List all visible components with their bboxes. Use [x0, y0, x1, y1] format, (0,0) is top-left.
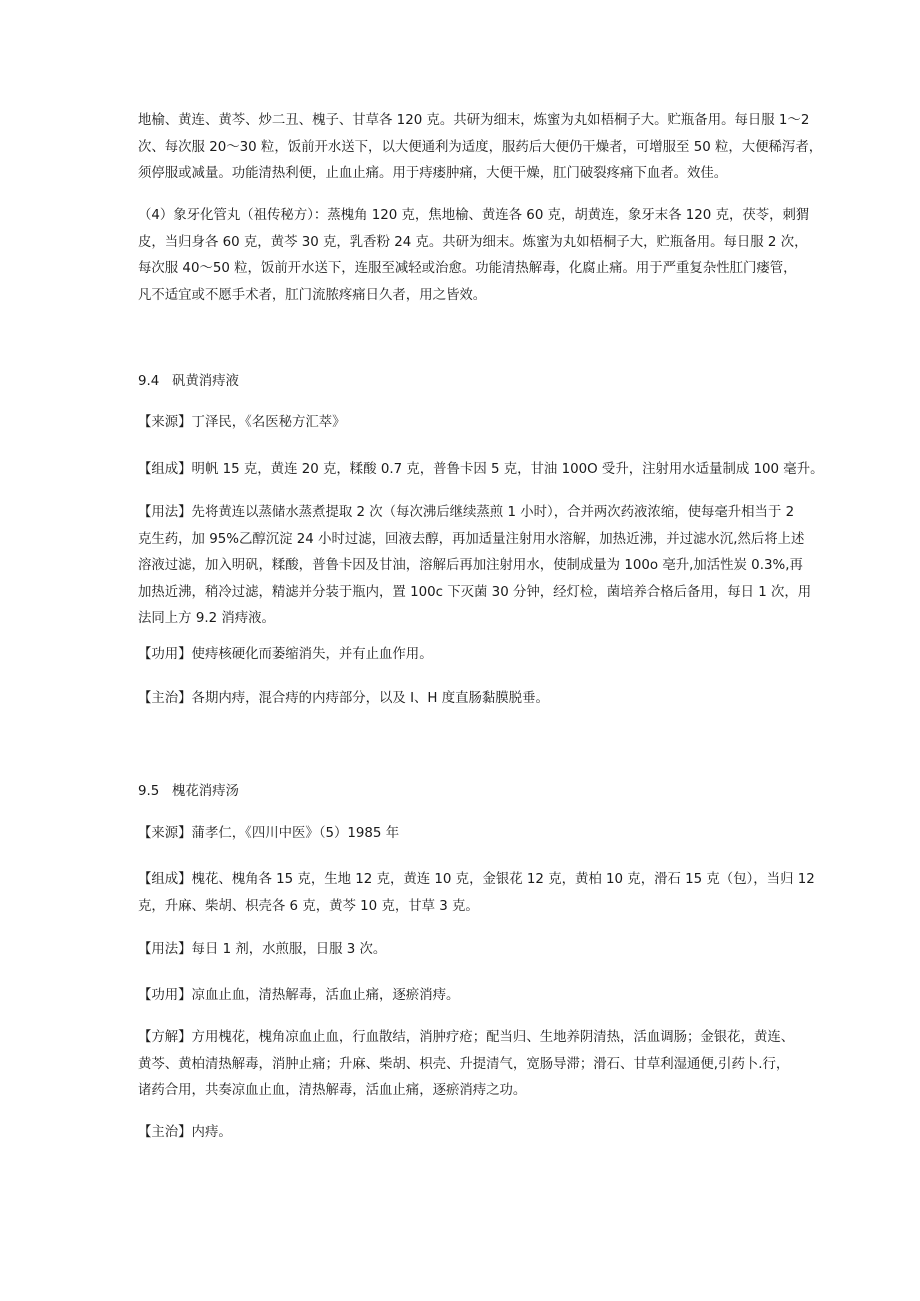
composition-9-4 [138, 457, 824, 484]
source-9-4 [138, 410, 798, 437]
section-title: 矾黄消痔液 [172, 374, 239, 389]
paragraph-ivory-pill [138, 203, 810, 309]
text-line: 【用法】先将黄连以蒸储水蒸煮提取 2 次（每次沸后继续蒸煎 1 小时），合并两次药液浓缩，使每毫升相当于 2 [138, 505, 795, 520]
composition-9-5 [138, 867, 815, 920]
text-line: 地榆、黄连、黄芩、炒二丑、槐子、甘草各 120 克。共研为细末，炼蜜为丸如梧桐子大。贮瓶备用。每日服 1～2 [138, 113, 810, 128]
text-line: 加热近沸，稍冷过滤，精滤并分装于瓶内，置 100c 下灭菌 30 分钟，经灯检，菌培养合格后备用，每日 1 次，用 [138, 584, 812, 600]
source-9-5 [138, 821, 798, 848]
paragraph-prescription-continuation [138, 108, 823, 188]
text-line: 【主治】各期内痔，混合痔的内痔部分，以及 I、H 度直肠黏膜脱垂。 [138, 691, 549, 706]
section-heading-9-5 [138, 782, 239, 802]
indication-9-4 [138, 686, 798, 713]
text-line: 诸药合用，共奏凉血止血，清热解毒，活血止痛，逐瘀消痔之功。 [138, 1083, 527, 1098]
text-line: 次、每次服 20～30 粒，饭前开水送下，以大便通利为适度，服药后大便仍干燥者，可增服至 50 粒，大便稀泻者， [138, 139, 823, 155]
section-number: 9.5 [138, 784, 160, 799]
text-line: 【来源】丁泽民，《名医秘方汇萃》 [138, 415, 346, 430]
text-line: 【方解】方用槐花，槐角凉血止血，行血散结，消肿疗疮；配当归、生地养阴清热，活血调肠；金银花，黄连、 [138, 1030, 795, 1045]
text-line: 黄芩、黄柏清热解毒，消肿止痛；升麻、柴胡、枳壳、升提清气，宽肠导滞；滑石、甘草利湿通便,引药卜.行， [138, 1056, 790, 1072]
text-line: 克生药，加 95%乙醇沉淀 24 小时过滤，回液去醇，再加适量注射用水溶解，加热近沸，并过滤水沉,然后将上述 [138, 531, 805, 547]
usage-9-5 [138, 937, 798, 964]
text-line: 【组成】槐花、槐角各 15 克，生地 12 克，黄连 10 克，金银花 12 克，黄柏 10 克，滑石 15 克（包），当归 12 [138, 872, 815, 887]
text-line: 法同上方 9.2 消痔液。 [138, 611, 275, 626]
text-line: 【主治】内痔。 [138, 1125, 232, 1140]
explanation-9-5 [138, 1025, 798, 1105]
text-line: 【来源】蒲孝仁，《四川中医》（5）1985 年 [138, 826, 400, 841]
text-line: （4）象牙化管丸（祖传秘方）：蒸槐角 120 克，焦地榆、黄连各 60 克，胡黄连，象牙末各 120 克，茯苓，刺猬 [138, 208, 810, 223]
text-line: 【用法】每日 1 剂，水煎服，日服 3 次。 [138, 942, 387, 957]
text-line: 克，升麻、柴胡、枳壳各 6 克，黄芩 10 克，甘草 3 克。 [138, 898, 479, 914]
section-title: 槐花消痔汤 [172, 784, 239, 799]
usage-9-4 [138, 500, 812, 633]
text-line: 【功用】使痔核硬化而萎缩消失，并有止血作用。 [138, 647, 433, 662]
indication-9-5 [138, 1120, 798, 1147]
text-line: 凡不适宜或不愿手术者，肛门流脓疼痛日久者，用之皆效。 [138, 287, 487, 303]
section-number: 9.4 [138, 374, 160, 389]
text-line: 溶液过滤，加入明矾，糅酸，普鲁卡因及甘油，溶解后再加注射用水，使制成量为 100o 亳升,加活性炭 0.3%,再 [138, 558, 803, 573]
text-line: 【组成】明帆 15 克，黄连 20 克，糅酸 0.7 克，普鲁卡因 5 克，甘油 100O 受升，注射用水适量制成 100 毫升。 [138, 462, 824, 477]
text-line: 须停服或减量。功能清热利便，止血止痛。用于痔瘘肿痛，大便干燥，肛门破裂疼痛下血者。效佳。 [138, 166, 728, 181]
text-line: 每次服 40～50 粒，饭前开水送下，连服至减轻或治愈。功能清热解毒，化腐止痛。用于严重复杂性肛门瘘管， [138, 261, 797, 276]
text-line: 【功用】凉血止血，清热解毒，活血止痛，逐瘀消痔。 [138, 988, 460, 1003]
text-line: 皮，当归身各 60 克，黄芩 30 克，乳香粉 24 克。共研为细末。炼蜜为丸如梧桐子大，贮瓶备用。每日服 2 次， [138, 234, 808, 250]
function-9-5 [138, 983, 798, 1010]
section-heading-9-4 [138, 372, 239, 392]
function-9-4 [138, 642, 798, 669]
